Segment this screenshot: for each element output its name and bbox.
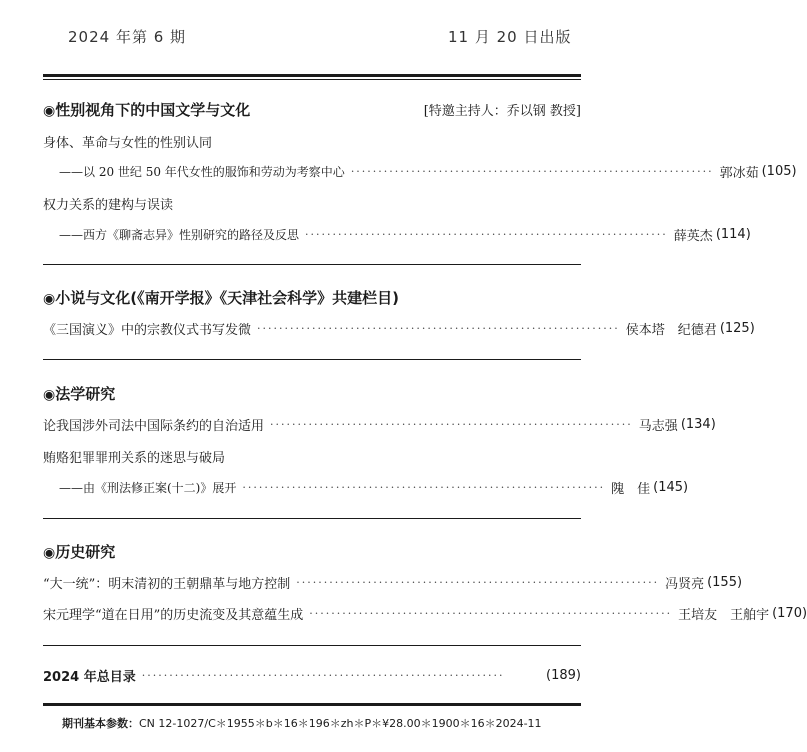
table-row[interactable] bbox=[43, 603, 807, 623]
article-author: 冯贤亮 bbox=[665, 576, 705, 592]
guest-host: [特邀主持人：乔以钢 教授] bbox=[423, 103, 581, 119]
section-divider bbox=[43, 264, 581, 265]
article-title[interactable]: 贿赂犯罪罪刑关系的迷思与破局 bbox=[43, 450, 226, 466]
article-author: 隗 佳 bbox=[611, 481, 651, 497]
article-title: 宋元理学“道在日用”的历史流变及其意蕴生成 bbox=[43, 607, 304, 623]
section-divider bbox=[43, 359, 581, 360]
table-row[interactable] bbox=[43, 665, 581, 685]
section-title: ◉法学研究 bbox=[43, 384, 116, 403]
article-subtitle: ——西方《聊斋志异》性别研究的路径及反思 bbox=[59, 227, 300, 242]
page-number: (114) bbox=[715, 226, 751, 242]
article-subtitle: ——由《刑法修正案(十二)》展开 bbox=[59, 480, 237, 495]
top-divider-thin bbox=[43, 79, 581, 80]
page-number: (105) bbox=[761, 163, 797, 179]
section-title: ◉历史研究 bbox=[43, 542, 116, 561]
section-title: ◉性别视角下的中国文学与文化 bbox=[43, 100, 251, 119]
leader-dots: ·································································· bbox=[296, 575, 660, 589]
article-author: 薛英杰 bbox=[673, 228, 713, 244]
page-number: (125) bbox=[719, 320, 755, 336]
params-value: CN 12-1027/C＊1955＊b＊16＊196＊zh＊P＊¥28.00＊1900＊16＊2024-11 bbox=[139, 717, 542, 730]
article-title[interactable]: 身体、革命与女性的性别认同 bbox=[43, 135, 213, 151]
section-divider bbox=[43, 518, 581, 519]
leader-dots: ·································································· bbox=[257, 321, 620, 335]
bullet-icon: ◉ bbox=[43, 290, 56, 307]
section-header-gender bbox=[43, 99, 581, 119]
leader-dots: ·································································· bbox=[305, 227, 668, 241]
page-number: (189) bbox=[546, 667, 581, 683]
leader-dots: ·································································· bbox=[242, 480, 606, 494]
leader-dots: ·································································· bbox=[350, 164, 714, 178]
table-row[interactable] bbox=[43, 414, 716, 434]
table-row[interactable] bbox=[59, 161, 797, 181]
article-title: “大一统”：明末清初的王朝鼎革与地方控制 bbox=[43, 576, 291, 592]
section-header-law bbox=[43, 383, 581, 403]
leader-dots: ·································································· bbox=[309, 606, 673, 620]
article-title[interactable]: 权力关系的建构与误读 bbox=[43, 197, 174, 213]
page-number: (145) bbox=[653, 479, 689, 495]
article-author: 侯本塔 纪德君 bbox=[625, 322, 717, 338]
bullet-icon: ◉ bbox=[43, 386, 56, 403]
publish-date: 11 月 20 日出版 bbox=[448, 28, 572, 46]
table-row[interactable] bbox=[43, 572, 743, 592]
page-number: (134) bbox=[680, 416, 716, 432]
leader-dots: ·································································· bbox=[141, 668, 505, 682]
leader-dots: ·································································· bbox=[270, 417, 633, 431]
journal-params bbox=[62, 715, 542, 731]
section-header-fiction bbox=[43, 287, 581, 307]
annual-index-title: 2024 年总目录 bbox=[43, 669, 136, 685]
bullet-icon: ◉ bbox=[43, 544, 56, 561]
params-label: 期刊基本参数： bbox=[62, 717, 139, 730]
table-row[interactable] bbox=[43, 318, 755, 338]
bullet-icon: ◉ bbox=[43, 102, 56, 119]
top-divider bbox=[43, 74, 581, 77]
table-row[interactable] bbox=[59, 477, 689, 497]
page-number: (170) bbox=[772, 605, 807, 621]
article-author: 王培友 王舶宇 bbox=[678, 607, 770, 623]
article-title: 《三国演义》中的宗教仪式书写发微 bbox=[43, 322, 252, 338]
section-divider bbox=[43, 645, 581, 646]
article-author: 郭冰茹 bbox=[719, 165, 759, 181]
section-title: ◉小说与文化(《南开学报》《天津社会科学》共建栏目) bbox=[43, 288, 399, 307]
table-row[interactable] bbox=[59, 224, 751, 244]
bottom-divider bbox=[43, 703, 581, 706]
article-author: 马志强 bbox=[638, 418, 678, 434]
issue-number: 2024 年第 6 期 bbox=[68, 28, 187, 46]
page-number: (155) bbox=[707, 574, 743, 590]
section-header-history bbox=[43, 541, 581, 561]
article-subtitle: ——以 20 世纪 50 年代女性的服饰和劳动为考察中心 bbox=[59, 164, 345, 179]
article-title: 论我国涉外司法中国际条约的自治适用 bbox=[43, 418, 265, 434]
